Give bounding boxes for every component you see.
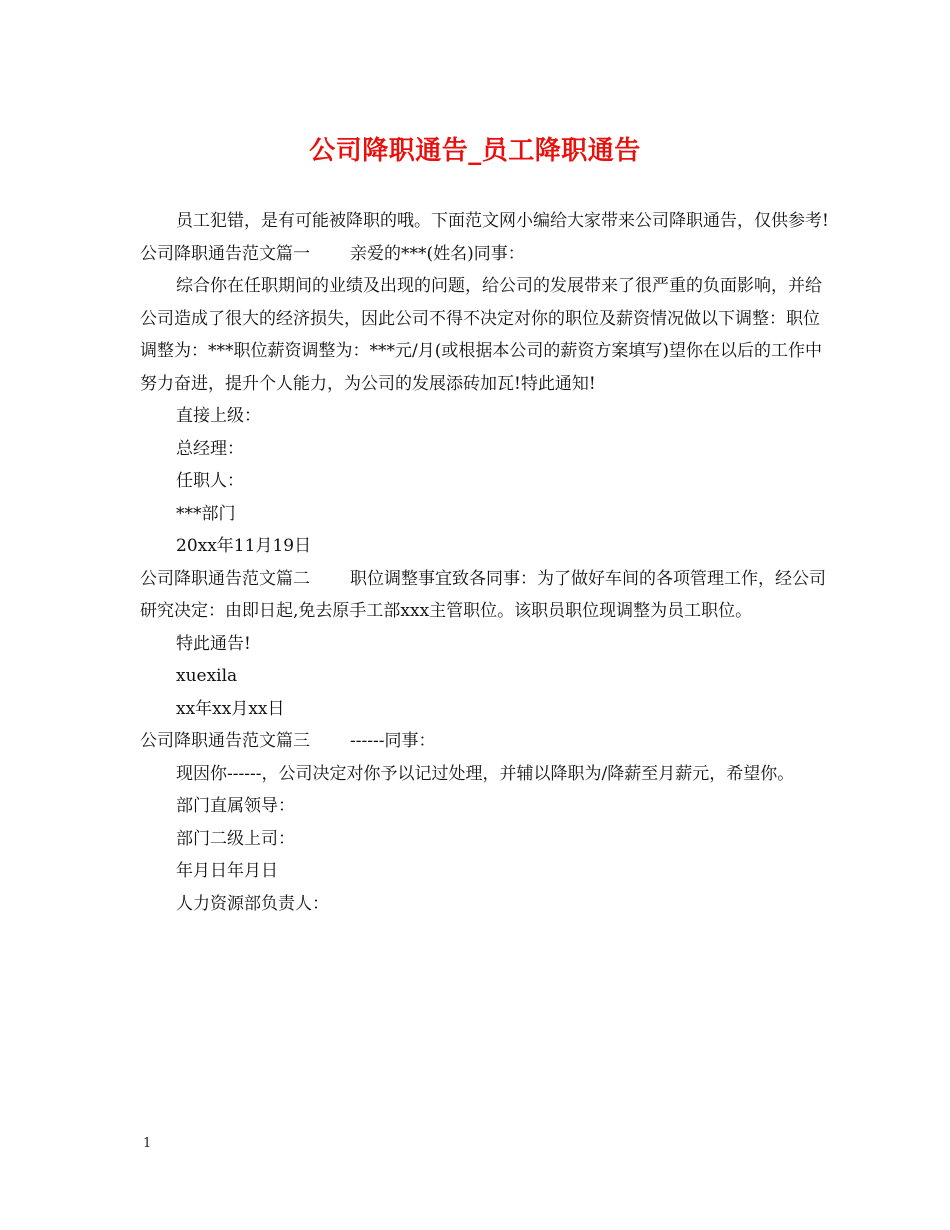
sample1-salutation: 亲爱的***(姓名)同事：	[350, 243, 525, 264]
sample1-date: 20xx年11月19日	[176, 536, 312, 556]
sample3-heading-line	[140, 725, 830, 758]
sample2-body: 职位调整事宜致各同事：为了做好车间的各项管理工作，经公司研究决定：由即日起,免去原手工部xxx主管职位。该职员职位现调整为员工职位。	[140, 568, 826, 621]
sample1-supervisor: 直接上级：	[176, 406, 261, 426]
sample1-heading: 公司降职通告范文篇一	[140, 243, 310, 264]
sample2-signature: xuexila	[176, 666, 238, 686]
sample2-heading: 公司降职通告范文篇二	[140, 568, 310, 589]
intro-paragraph: 员工犯错，是有可能被降职的哦。下面范文网小编给大家带来公司降职通告，仅供参考!	[176, 211, 829, 231]
sample3-dept-senior: 部门二级上司：	[176, 828, 295, 849]
page-number: 1	[143, 1136, 152, 1151]
document-body	[140, 205, 830, 920]
document-title: 公司降职通告_员工降职通告	[309, 136, 641, 166]
sample3-dates: 年月日年月日	[176, 861, 278, 881]
sample3-hr-head: 人力资源部负责人：	[176, 893, 329, 914]
sample2-closing: 特此通告!	[176, 633, 251, 654]
sample1-heading-line	[140, 238, 830, 271]
sample3-salutation: ------同事：	[350, 731, 436, 751]
sample1-employee: 任职人：	[176, 471, 244, 491]
sample1-body: 综合你在任职期间的业绩及出现的问题，给公司的发展带来了很严重的负面影响，并给公司造成了很大的经济损失，因此公司不得不决定对你的职位及薪资情况做以下调整：职位调整为：***职位薪资调整为：***元/月(或根据本公司的薪资方案填写)望你在以后的工作中努力奋进，提升个人能力，为公司的发展添砖加瓦!特此通知!	[140, 276, 822, 394]
sample3-body: 现因你------，公司决定对你予以记过处理，并辅以降职为/降薪至月薪元，希望你。	[176, 763, 795, 784]
sample3-heading: 公司降职通告范文篇三	[140, 731, 310, 751]
sample2-date: xx年xx月xx日	[176, 698, 285, 719]
sample3-dept-leader: 部门直属领导：	[176, 796, 295, 816]
sample1-general-manager: 总经理：	[176, 438, 244, 459]
sample2-heading-line	[140, 563, 830, 628]
sample1-department: ***部门	[176, 503, 236, 524]
